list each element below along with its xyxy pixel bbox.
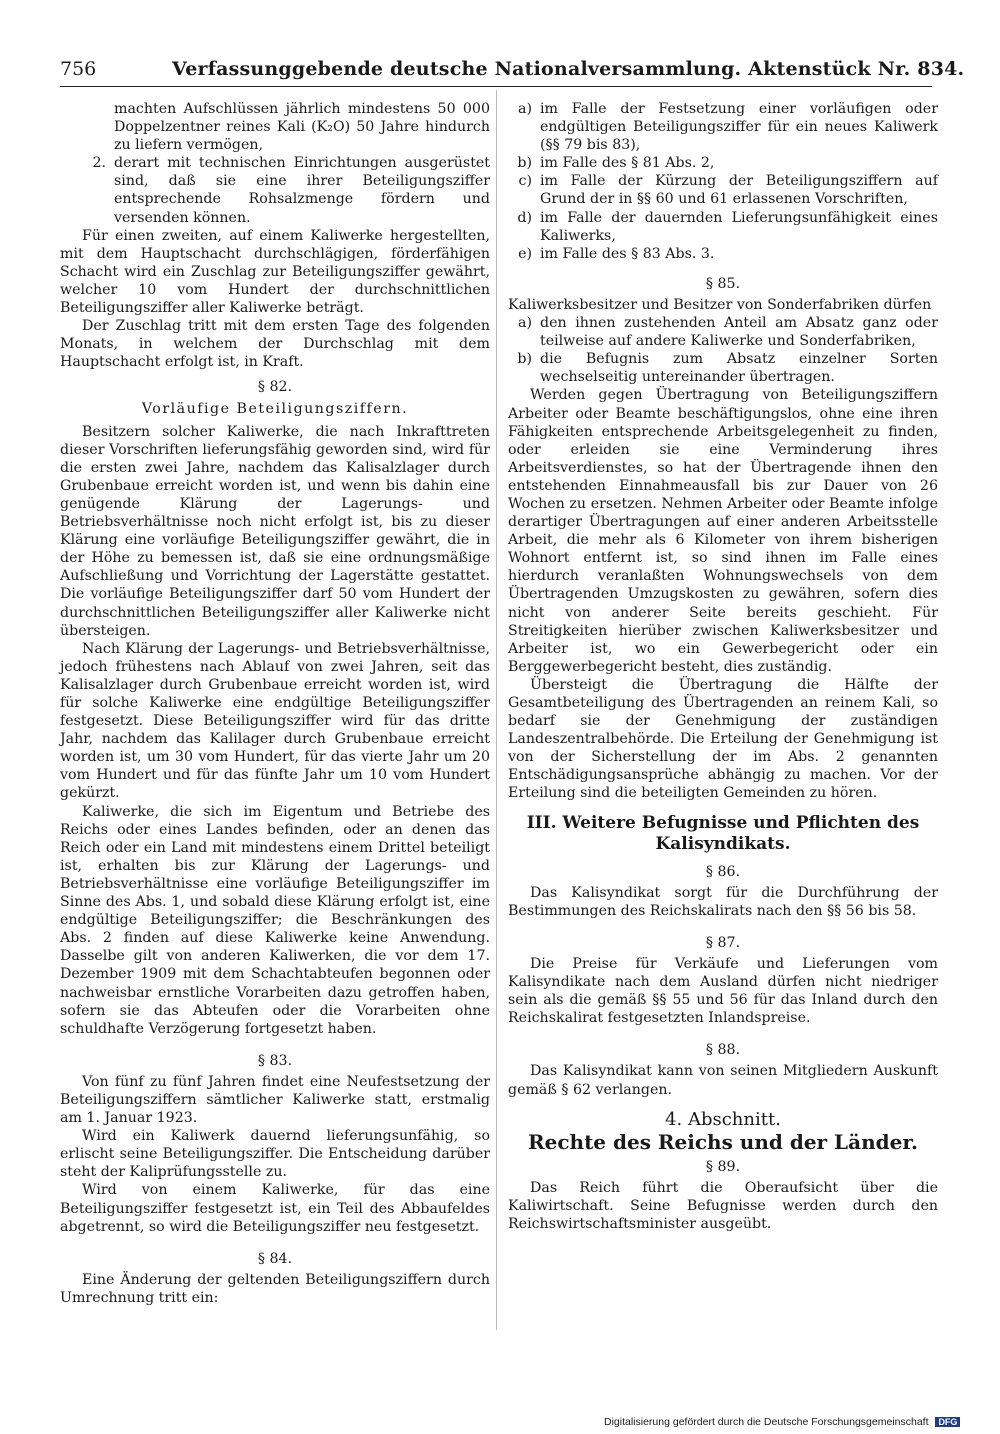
- list-letter: b): [517, 351, 532, 368]
- list-text: im Falle des § 81 Abs. 2,: [540, 155, 715, 172]
- list-letter: a): [518, 315, 532, 332]
- running-title: Verfassunggebende deutsche Nationalversammlung. Aktenstück Nr. 834.: [172, 58, 965, 80]
- credit-text: Digitalisierung gefördert durch die Deutsche Forschungsgemeinschaft: [604, 1416, 929, 1428]
- list-item: [508, 245, 938, 263]
- list-text: im Falle des § 83 Abs. 3.: [540, 245, 715, 262]
- list-item: [508, 172, 938, 208]
- list-letter: c): [518, 173, 532, 190]
- part-heading: 4. Abschnitt.: [665, 1108, 781, 1130]
- part-title: Rechte des Reichs und der Länder.: [528, 1129, 918, 1154]
- paragraph: Das Kalisyndikat kann von seinen Mitgliedern Auskunft gemäß § 62 verlangen.: [508, 1063, 938, 1098]
- paragraph: Kaliwerke, die sich im Eigentum und Betriebe des Reichs oder eines Landes befinden, oder an denen das Reich oder ein Land mit mindestens einem Drittel beteiligt ist, erhalten bis zur Klärung der Lagerungs- und Betriebsverhältnisse eine vorläufige Beteiligungsziffer im Sinne des Abs. 1, und sobald diese Klärung erfolgt ist, eine endgültige Beteiligungsziffer; die Beschränkungen des Abs. 2 finden auf diese Kaliwerke keine Anwendung. Dasselbe gilt von anderen Kaliwerken, die vor dem 17. Dezember 1909 mit dem Schachtabteufen begonnen oder nachweisbar ernstliche Vorarbeiten dazu getroffen haben, sofern sie das Abteufen oder die Vorarbeiten ohne schuldhafte Verzögerung fortgesetzt haben.: [60, 803, 490, 1037]
- list-letter: d): [517, 209, 532, 226]
- paragraph: Das Kalisyndikat sorgt für die Durchführung der Bestimmungen des Reichskalirats nach den §§ 56 bis 58.: [508, 884, 938, 919]
- paragraph: Das Reich führt die Oberaufsicht über die Kaliwirtschaft. Seine Befugnisse werden durch den Reichswirtschaftsminister ausgeübt.: [508, 1179, 938, 1233]
- list-item: [60, 154, 490, 226]
- paragraph: Werden gegen Übertragung von Beteiligungsziffern Arbeiter oder Beamte beschäftigungslos, ohne eine ihren Fähigkeiten entsprechende Arbeitsgelegenheit zu finden, oder erleiden sie eine Verminderung ihres Arbeitsverdienstes, so hat der Übertragende ihnen den entstehenden Einnahmeausfall bis zur Dauer von 26 Wochen zu ersetzen. Nehmen Arbeiter oder Beamte infolge derartiger Übertragungen auf einer anderen Arbeitsstelle Arbeit, die mehr als 6 Kilometer von ihrem bisherigen Wohnort entfernt ist, so sind ihnen im Falle eines hierdurch veranlaßten Wohnungswechsels von dem Übertragenden Umzugskosten zu gewähren, sofern dies nicht von anderer Seite bereits geschieht. Für Streitigkeiten hierüber zwischen Kaliwerksbesitzer und Arbeiter ist, wo ein Gewerbegericht oder ein Berggewerbegericht besteht, dies zuständig.: [508, 387, 938, 675]
- right-column: [508, 100, 938, 1233]
- paragraph: Wird ein Kaliwerk dauernd lieferungsunfähig, so erlischt seine Beteiligungsziffer. Die Entscheidung darüber steht der Kaliprüfungsstelle zu.: [60, 1128, 490, 1181]
- list-item: [508, 154, 938, 172]
- list-number: 2.: [92, 155, 106, 172]
- list-item: [508, 350, 938, 386]
- list-letter: b): [517, 155, 532, 172]
- paragraph: Übersteigt die Übertragung die Hälfte der Gesamtbeteiligung des Übertragenden an reinem Kali, so bedarf sie der Genehmigung der zuständigen Landeszentralbehörde. Die Erteilung der Genehmigung ist von der Sicherstellung der im Abs. 2 genannten Entschädigungsansprüche abhängig zu machen. Vor der Erteilung sind die beteiligten Gemeinden zu hören.: [508, 676, 938, 802]
- paragraph: Wird von einem Kaliwerke, für das eine Beteiligungsziffer festgesetzt ist, ein Teil des Abbaufeldes abgetrennt, so wird die Beteiligungsziffer neu festgesetzt.: [60, 1182, 490, 1235]
- section-number: § 88.: [705, 1042, 741, 1059]
- paragraph: Von fünf zu fünf Jahren findet eine Neufestsetzung der Beteiligungsziffern sämtlicher Kaliwerke statt, erstmalig am 1. Januar 1923.: [60, 1073, 490, 1127]
- list-text: die Befugnis zum Absatz einzelner Sorten wechselseitig untereinander übertragen.: [540, 351, 938, 386]
- list-item: [508, 209, 938, 245]
- section-number: § 85.: [705, 275, 741, 292]
- paragraph: Nach Klärung der Lagerungs- und Betriebsverhältnisse, jedoch frühestens nach Ablauf von zwei Jahren, seit das Kalisalzlager durch Grubenbaue erreicht worden ist, wird für solche Kaliwerke eine endgültige Beteiligungsziffer festgesetzt. Diese Beteiligungsziffer wird für das dritte Jahr, nachdem das Kalilager durch Grubenbaue erreicht worden ist, um 30 vom Hundert, für das vierte Jahr um 20 vom Hundert und für das fünfte Jahr um 10 vom Hundert gekürzt.: [60, 640, 490, 802]
- section-number: § 83.: [257, 1052, 293, 1069]
- section-number: § 86.: [705, 863, 741, 880]
- list-item: [508, 100, 938, 154]
- page-number: 756: [60, 58, 97, 80]
- paragraph: Für einen zweiten, auf einem Kaliwerke hergestellten, mit dem Hauptschacht durchschlägigen, förderfähigen Schacht wird ein Zuschlag zur Beteiligungsziffer gewährt, welcher 10 vom Hundert der durchschnittlichen Beteiligungsziffer aller Kaliwerke beträgt.: [60, 227, 490, 317]
- section-number: § 82.: [257, 379, 293, 396]
- page-header: [60, 58, 965, 87]
- chapter-heading: III. Weitere Befugnisse und Pflichten des Kalisyndikats.: [526, 812, 920, 854]
- list-text: im Falle der dauernden Lieferungsunfähigkeit eines Kaliwerks,: [540, 209, 938, 244]
- paragraph: Kaliwerksbesitzer und Besitzer von Sonderfabriken dürfen: [508, 296, 932, 313]
- list-text: im Falle der Kürzung der Beteiligungsziffern auf Grund der in §§ 60 und 61 erlassenen Vorschriften,: [540, 173, 938, 208]
- paragraph: Eine Änderung der geltenden Beteiligungsziffern durch Umrechnung tritt ein:: [60, 1271, 490, 1306]
- section-title: Vorläufige Beteiligungsziffern.: [141, 400, 409, 417]
- paragraph: Besitzern solcher Kaliwerke, die nach Inkrafttreten dieser Vorschriften lieferungsfähig geworden sind, wird für die ersten zwei Jahre, nachdem das Kalisalzlager durch Grubenbaue erreicht worden ist, und wenn bis dahin eine genügende Klärung der Lagerungs- und Betriebsverhältnisse noch nicht erfolgt ist, bis zu dieser Klärung eine vorläufige Beteiligungsziffer gewährt, die in der Höhe zu bemessen ist, daß sie eine ordnungsmäßige Aufschließung und Vorrichtung der Lagerstätte gestattet. Die vorläufige Beteiligungsziffer darf 50 vom Hundert der durchschnittlichen Beteiligungsziffer aller Kaliwerke nicht übersteigen.: [60, 423, 490, 639]
- digitization-credit: [604, 1416, 994, 1430]
- paragraph: Die Preise für Verkäufe und Lieferungen vom Kalisyndikate nach dem Ausland dürfen nicht niedriger sein als die gemäß §§ 55 und 56 für das Inland durch den Reichskalirat festgesetzten Inlandspreise.: [508, 955, 938, 1027]
- list-item: [508, 314, 938, 350]
- section-number: § 84.: [257, 1250, 293, 1267]
- list-text: den ihnen zustehenden Anteil am Absatz ganz oder teilweise auf andere Kaliwerke und Sonderfabriken,: [540, 315, 938, 350]
- list-text: im Falle der Festsetzung einer vorläufigen oder endgültigen Beteiligungsziffer für ein neues Kaliwerk (§§ 79 bis 83),: [540, 101, 938, 154]
- section-number: § 89.: [705, 1158, 741, 1175]
- column-divider: [496, 90, 497, 1330]
- list-text: derart mit technischen Einrichtungen ausgerüstet sind, daß sie eine ihrer Beteiligungsziffer entsprechende Rohsalzmenge fördern und versenden können.: [114, 155, 490, 226]
- paragraph: machten Aufschlüssen jährlich mindestens 50 000 Doppelzentner reines Kali (K₂O) 50 Jahre hindurch zu liefern vermögen,: [114, 101, 490, 154]
- section-number: § 87.: [705, 934, 741, 951]
- list-letter: a): [518, 101, 532, 117]
- dfg-logo-icon: DFG: [935, 1417, 960, 1427]
- list-letter: e): [518, 245, 532, 262]
- left-column: [60, 100, 490, 1307]
- paragraph: Der Zuschlag tritt mit dem ersten Tage des folgenden Monats, in welchem der Durchschlag mit dem Hauptschacht erfolgt ist, in Kraft.: [60, 318, 490, 371]
